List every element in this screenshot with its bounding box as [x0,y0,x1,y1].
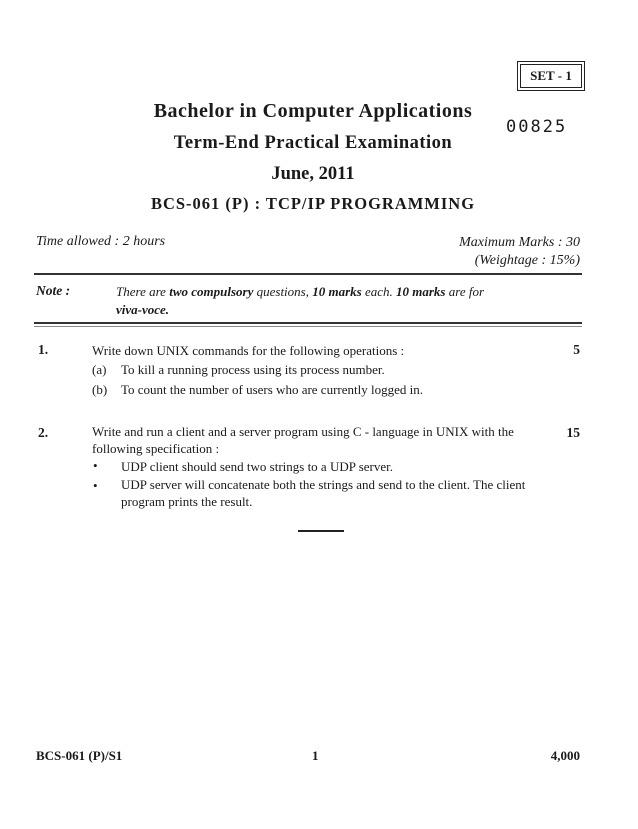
note-part: each. [361,284,397,299]
weightage: (Weightage : 15%) [474,253,580,268]
exam-date: June, 2011 [271,164,355,184]
note-emphasis: 10 marks [312,284,362,299]
question-number: 1. [38,342,49,357]
divider-bottom-secondary [34,326,582,327]
paper-serial-code: 00825 [506,117,568,137]
note-label: Note : [36,283,71,298]
end-of-paper-rule [298,530,344,532]
note-emphasis: viva-voce. [116,302,170,317]
course-title: BCS-061 (P) : TCP/IP PROGRAMMING [150,194,476,213]
question-marks: 5 [573,342,580,357]
footer-page-number: 1 [312,748,319,763]
set-label-box: SET - 1 [520,64,582,88]
subpart-label: (b) [92,382,108,397]
question-text: Write and run a client and a server program using C - language in UNIX with the following specification : [92,424,514,456]
question-number: 2. [38,425,49,440]
subpart-label: (a) [92,362,107,377]
marks-block [459,234,580,270]
exam-title: Term-End Practical Examination [173,133,453,153]
note-part: questions, [253,284,313,299]
divider-bottom [34,322,582,324]
footer-copies: 4,000 [550,748,580,763]
bullet-icon: • [93,478,98,493]
programme-title: Bachelor in Computer Applications [153,100,473,122]
note-part: are for [445,284,485,299]
maximum-marks: Maximum Marks : 30 [459,235,580,250]
footer-paper-code: BCS-061 (P)/S1 [36,748,123,763]
question-text: Write down UNIX commands for the following operations : [92,343,405,358]
bullet-text: UDP server will concatenate both the strings and send to the client. The client program prints the result. [121,477,526,509]
note-part: There are [116,284,170,299]
divider-top [34,273,582,275]
time-allowed: Time allowed : 2 hours [36,234,166,249]
bullet-text: UDP client should send two strings to a UDP server. [121,459,394,474]
question-marks: 15 [566,425,580,440]
subpart-text: To kill a running process using its process number. [121,362,385,377]
note-emphasis: two compulsory [169,284,254,299]
bullet-icon: • [93,458,98,473]
note-emphasis: 10 marks [396,284,446,299]
note-text [116,283,586,319]
subpart-text: To count the number of users who are currently logged in. [121,382,423,397]
